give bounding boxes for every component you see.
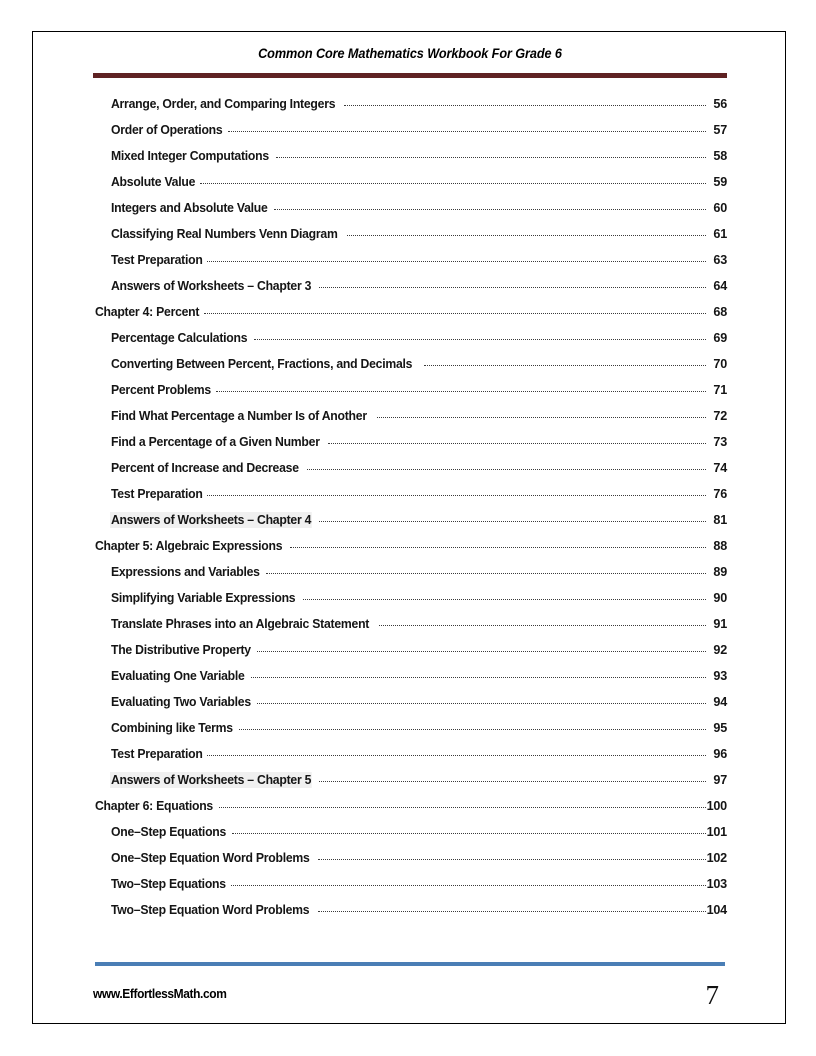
toc-dot-leader (232, 823, 706, 836)
toc-entry-title: Evaluating Two Variables (110, 695, 251, 709)
toc-entry-page-number: 81 (713, 513, 727, 527)
toc-entry-title: One–Step Equations (110, 825, 227, 839)
toc-entry-title: Chapter 4: Percent (94, 305, 200, 319)
toc-entry[interactable] (93, 589, 727, 615)
toc-entry-title: Percentage Calculations (110, 331, 248, 345)
toc-dot-leader (424, 355, 706, 368)
toc-entry[interactable] (93, 303, 727, 329)
toc-entry-title: Integers and Absolute Value (110, 201, 268, 215)
toc-entry-page-number: 69 (713, 331, 727, 345)
toc-entry[interactable] (93, 225, 727, 251)
toc-entry[interactable] (93, 537, 727, 563)
toc-entry-page-number: 63 (713, 253, 727, 267)
toc-entry-title: Two–Step Equation Word Problems (110, 903, 310, 917)
toc-entry-page-number: 90 (713, 591, 727, 605)
toc-entry-page-number: 101 (706, 825, 727, 839)
toc-dot-leader (318, 849, 706, 862)
toc-entry-page-number: 71 (713, 383, 727, 397)
toc-entry-title: Two–Step Equations (110, 877, 226, 891)
header-divider-rule (93, 73, 727, 78)
toc-dot-leader (257, 693, 706, 706)
toc-entry-title: Classifying Real Numbers Venn Diagram (110, 227, 338, 241)
toc-dot-leader (219, 797, 706, 810)
toc-entry[interactable] (93, 511, 727, 537)
footer-row (93, 976, 727, 1010)
toc-entry-title: Test Preparation (110, 253, 203, 267)
toc-dot-leader (216, 381, 706, 394)
toc-dot-leader (254, 329, 706, 342)
toc-dot-leader (379, 615, 706, 628)
toc-dot-leader (347, 225, 706, 238)
toc-entry-title: Combining like Terms (110, 721, 233, 735)
toc-entry[interactable] (93, 199, 727, 225)
toc-entry[interactable] (93, 407, 727, 433)
toc-entry[interactable] (93, 329, 727, 355)
toc-entry-page-number: 102 (706, 851, 727, 865)
footer-divider-rule (95, 962, 725, 966)
page-content-area (93, 45, 727, 1011)
toc-dot-leader (231, 875, 705, 888)
toc-entry-page-number: 59 (713, 175, 727, 189)
toc-entry-title: Test Preparation (110, 747, 203, 761)
toc-entry[interactable] (93, 485, 727, 511)
toc-entry[interactable] (93, 121, 727, 147)
toc-entry-page-number: 70 (713, 357, 727, 371)
toc-dot-leader (307, 459, 706, 472)
toc-entry[interactable] (93, 277, 727, 303)
toc-dot-leader (319, 511, 706, 524)
toc-entry[interactable] (93, 173, 727, 199)
toc-entry-title: Answers of Worksheets – Chapter 5 (110, 773, 312, 787)
toc-entry-title: Find What Percentage a Number Is of Another (110, 409, 367, 423)
toc-entry-page-number: 88 (713, 539, 727, 553)
toc-entry[interactable] (93, 355, 727, 381)
page-number: 7 (705, 980, 719, 1010)
toc-entry-page-number: 57 (713, 123, 727, 137)
toc-entry-title: Expressions and Variables (110, 565, 260, 579)
toc-entry[interactable] (93, 875, 727, 901)
toc-dot-leader (274, 199, 706, 212)
running-header (93, 45, 727, 81)
website-link[interactable]: www.EffortlessMath.com (93, 987, 227, 1001)
toc-entry-page-number: 100 (706, 799, 727, 813)
toc-entry-page-number: 93 (713, 669, 727, 683)
toc-entry[interactable] (93, 719, 727, 745)
table-of-contents (93, 95, 727, 927)
toc-entry-page-number: 103 (706, 877, 727, 891)
toc-entry-title: Evaluating One Variable (110, 669, 245, 683)
toc-entry[interactable] (93, 849, 727, 875)
toc-entry[interactable] (93, 95, 727, 121)
toc-entry[interactable] (93, 147, 727, 173)
toc-dot-leader (257, 641, 706, 654)
toc-entry-title: Test Preparation (110, 487, 203, 501)
toc-entry[interactable] (93, 823, 727, 849)
toc-dot-leader (276, 147, 706, 160)
toc-entry[interactable] (93, 251, 727, 277)
toc-entry-page-number: 89 (713, 565, 727, 579)
toc-entry-page-number: 56 (713, 97, 727, 111)
toc-dot-leader (207, 251, 706, 264)
toc-dot-leader (204, 303, 706, 316)
toc-entry-title: One–Step Equation Word Problems (110, 851, 310, 865)
toc-entry-title: Order of Operations (110, 123, 223, 137)
toc-dot-leader (251, 667, 706, 680)
page-title: Common Core Mathematics Workbook For Grade 6 (258, 46, 562, 61)
toc-dot-leader (200, 173, 706, 186)
toc-entry-page-number: 72 (713, 409, 727, 423)
toc-entry-title: Arrange, Order, and Comparing Integers (110, 97, 336, 111)
toc-entry-title: Percent of Increase and Decrease (110, 461, 299, 475)
toc-entry-title: Chapter 5: Algebraic Expressions (94, 539, 283, 553)
toc-entry-page-number: 97 (713, 773, 727, 787)
toc-entry[interactable] (93, 745, 727, 771)
toc-dot-leader (319, 771, 706, 784)
toc-dot-leader (207, 485, 706, 498)
toc-entry-page-number: 61 (713, 227, 727, 241)
toc-entry-title: Converting Between Percent, Fractions, and Decimals (110, 357, 413, 371)
toc-dot-leader (328, 433, 706, 446)
toc-entry-page-number: 60 (713, 201, 727, 215)
toc-entry-page-number: 73 (713, 435, 727, 449)
toc-entry-title: Answers of Worksheets – Chapter 3 (110, 279, 312, 293)
toc-entry-page-number: 91 (713, 617, 727, 631)
toc-entry-page-number: 96 (713, 747, 727, 761)
toc-entry[interactable] (93, 433, 727, 459)
toc-dot-leader (377, 407, 706, 420)
toc-dot-leader (344, 95, 706, 108)
toc-entry-title: Absolute Value (110, 175, 196, 189)
toc-entry[interactable] (93, 693, 727, 719)
toc-dot-leader (319, 277, 706, 290)
toc-entry[interactable] (93, 381, 727, 407)
toc-entry-page-number: 92 (713, 643, 727, 657)
page-border (32, 31, 786, 1024)
toc-entry[interactable] (93, 771, 727, 797)
toc-entry[interactable] (93, 563, 727, 589)
toc-dot-leader (290, 537, 706, 550)
toc-entry-page-number: 104 (706, 903, 727, 917)
toc-entry-title: Answers of Worksheets – Chapter 4 (110, 513, 312, 527)
toc-entry-page-number: 95 (713, 721, 727, 735)
toc-dot-leader (318, 901, 706, 914)
toc-entry-title: Simplifying Variable Expressions (110, 591, 296, 605)
toc-entry[interactable] (93, 797, 727, 823)
toc-entry-title: Chapter 6: Equations (94, 799, 213, 813)
toc-entry-page-number: 74 (713, 461, 727, 475)
toc-entry[interactable] (93, 615, 727, 641)
toc-entry[interactable] (93, 901, 727, 927)
toc-entry-title: Translate Phrases into an Algebraic Statement (110, 617, 370, 631)
toc-entry-page-number: 94 (713, 695, 727, 709)
toc-entry-page-number: 68 (713, 305, 727, 319)
toc-dot-leader (266, 563, 706, 576)
toc-entry-page-number: 76 (713, 487, 727, 501)
toc-dot-leader (239, 719, 706, 732)
toc-entry-page-number: 58 (713, 149, 727, 163)
toc-dot-leader (228, 121, 706, 134)
toc-entry-title: Find a Percentage of a Given Number (110, 435, 320, 449)
toc-dot-leader (303, 589, 706, 602)
toc-entry-page-number: 64 (713, 279, 727, 293)
toc-dot-leader (207, 745, 706, 758)
toc-entry[interactable] (93, 459, 727, 485)
toc-entry-title: The Distributive Property (110, 643, 251, 657)
toc-entry[interactable] (93, 641, 727, 667)
toc-entry-title: Mixed Integer Computations (110, 149, 269, 163)
toc-entry-title: Percent Problems (110, 383, 211, 397)
toc-entry[interactable] (93, 667, 727, 693)
